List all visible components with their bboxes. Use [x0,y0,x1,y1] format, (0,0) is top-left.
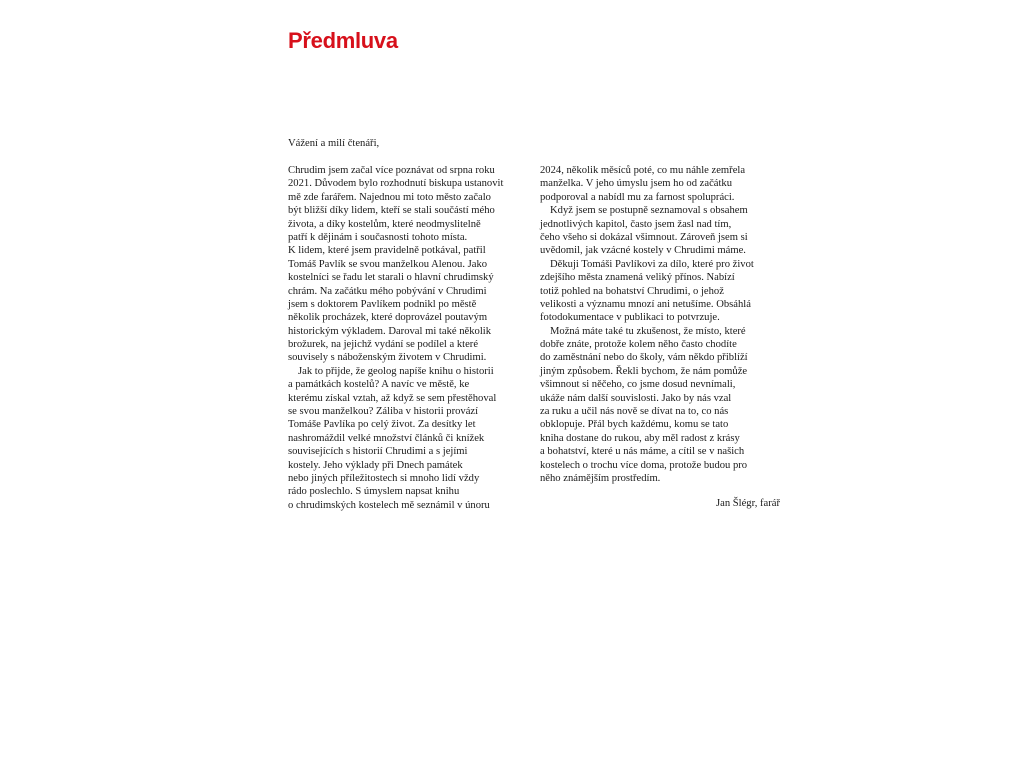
text-line: kterému získal vztah, až když se sem přestěhoval [288,392,497,404]
text-line: o chrudimských kostelech mě seznámil v únoru [288,499,490,511]
text-line: jsem s doktorem Pavlíkem podnikl po městě [288,298,477,310]
text-line: dobře znáte, protože kolem něho často chodíte [540,339,737,351]
text-line: Děkuji Tomáši Pavlíkovi za dílo, které pro život [550,258,754,270]
text-line: jednotlivých kapitol, často jsem žasl nad tím, [540,218,732,230]
text-line: fotodokumentace v publikaci to potvrzuje. [540,312,720,324]
text-line: 2021. Důvodem bylo rozhodnutí biskupa ustanovit [288,178,504,190]
text-line: historickým výkladem. Daroval mi také několik [288,325,491,337]
text-line: života, a díky kostelům, které neodmyslitelně [288,218,481,230]
text-line: všimnout si něčeho, co jsme dosud nevnímali, [540,379,736,391]
text-column-left [288,164,520,512]
text-line: chrám. Na začátku mého pobývání v Chrudimi [288,285,487,297]
text-line: Tomáše Pavlíka po celý život. Za desítky let [288,419,476,431]
text-line: brožurek, na jejichž vydání se podílel a které [288,339,479,351]
text-line: Možná máte také tu zkušenost, že místo, které [550,325,746,337]
text-line: čeho všeho si dokázal všimnout. Zároveň jsem si [540,231,748,243]
text-line: kostely. Jeho výklady při Dnech památek [288,459,463,471]
text-line: ukáže nám další souvislosti. Jako by nás vzal [540,392,732,404]
text-line: patří k dějinám i současnosti tohoto místa. [288,231,468,243]
text-line: Když jsem se postupně seznamoval s obsahem [550,205,748,217]
text-line: uvědomil, jak vzácné kostely v Chrudimi máme. [540,245,746,257]
text-line: totiž pohled na bohatství Chrudimi, o jehož [540,285,724,297]
text-line: velikosti a významu mnozí ani netušíme. Obsáhlá [540,298,751,310]
text-line: a památkách kostelů? A navíc ve městě, ke [288,379,470,391]
text-line: Chrudim jsem začal více poznávat od srpna roku [288,165,495,176]
text-line: kostelech o trochu více doma, protože budou pro [540,459,748,471]
text-line: několik procházek, které doprovázel poutavým [288,312,488,324]
text-line: K lidem, které jsem pravidelně potkával, patřil [288,245,486,257]
text-line: podporoval a nabídl mu za farnost spolupráci. [540,191,735,203]
text-line: Tomáš Pavlík se svou manželkou Alenou. Jako [288,258,488,270]
text-line: souvisejících s historií Chrudimi a s jejími [288,446,468,458]
text-line: 2024, několik měsíců poté, co mu náhle zemřela [540,165,746,176]
text-line: a bohatství, které u nás máme, a cítil se v našich [540,446,745,458]
text-line: kostelníci se řadu let starali o hlavní chrudimský [288,272,494,284]
signature: Jan Šlégr, farář [716,498,780,509]
text-line: kniha dostane do rukou, aby měl radost z krásy [540,432,740,444]
text-line: nashromáždil velké množství článků či knížek [288,432,485,444]
salutation: Vážení a milí čtenáři, [288,138,380,149]
text-line: zdejšího města znamená veliký přínos. Nabízí [540,272,735,284]
text-line: mě zde farářem. Najednou mi toto město začalo [288,191,491,203]
text-line: obklopuje. Přál bych každému, komu se tato [540,419,729,431]
text-line: souvisely s náboženským životem v Chrudimi. [288,352,487,364]
text-line: nebo jiných příležitostech si mnoho lidí vždy [288,472,480,484]
text-line: Jak to přijde, že geolog napíše knihu o historii [298,365,494,377]
text-line: za ruku a učil nás nově se dívat na to, co nás [540,406,729,418]
text-column-right [540,164,772,485]
text-line: rádo poslechlo. S úmyslem napsat knihu [288,486,460,498]
text-line: manželka. V jeho úmyslu jsem ho od začátku [540,178,733,190]
text-line: něho známějším prostředím. [540,472,661,484]
text-line: se svou manželkou? Záliba v historii provází [288,406,479,418]
page-title: Předmluva [288,28,398,53]
text-line: být bližší díky lidem, kteří se stali součástí mého [288,205,495,217]
text-line: do zaměstnání nebo do školy, vám někdo přiblíží [540,352,748,364]
text-line: jiným způsobem. Řekli bychom, že nám pomůže [540,365,748,377]
